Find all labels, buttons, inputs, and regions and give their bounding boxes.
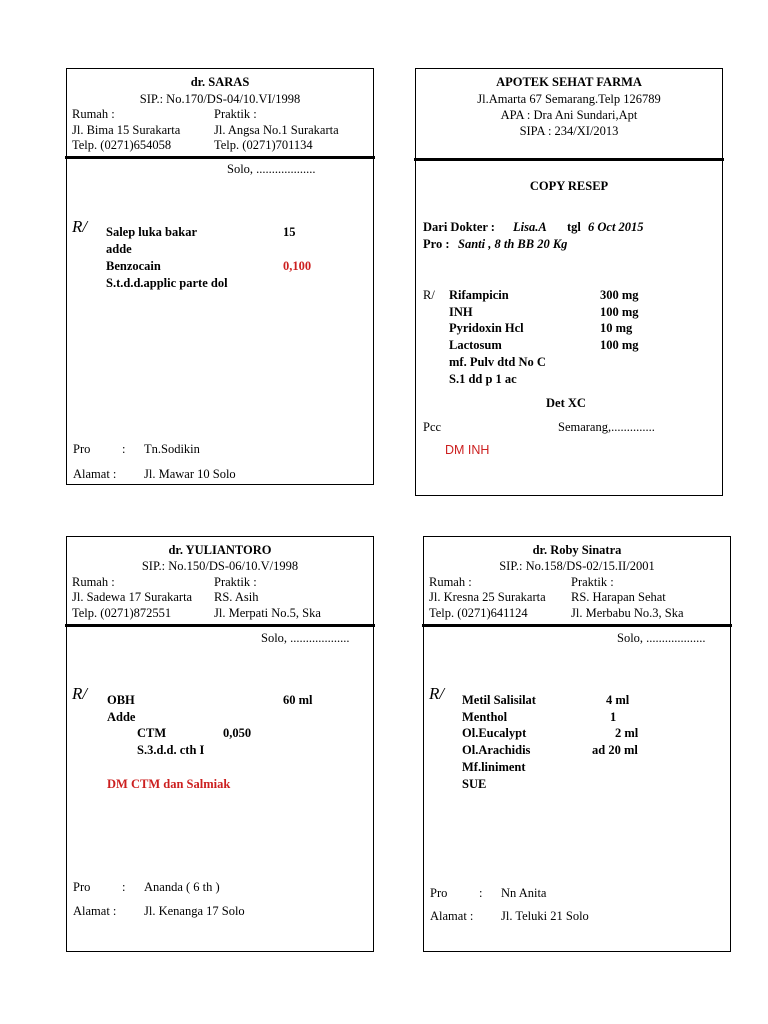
medication-dose: 100 mg — [600, 338, 639, 352]
medication-line: Salep luka bakar — [106, 225, 198, 239]
pro-label: Pro — [73, 880, 91, 894]
signa-line: S.1 dd p 1 ac — [449, 372, 517, 386]
signa-line: S.t.d.d.applic parte dol — [106, 276, 228, 290]
praktik-address: RS. Harapan Sehat — [571, 590, 666, 604]
compounding-instruction: Mf.liniment — [462, 760, 526, 774]
rumah-address: Jl. Kresna 25 Surakarta — [429, 590, 546, 604]
tgl-label: tgl — [567, 220, 581, 234]
rumah-address: Jl. Bima 15 Surakarta — [72, 123, 181, 137]
city-date: Semarang,.............. — [558, 420, 655, 434]
rumah-address: Jl. Sadewa 17 Surakarta — [72, 590, 193, 604]
patient-name: Ananda ( 6 th ) — [144, 880, 220, 894]
doctor-name: dr. Roby Sinatra — [532, 543, 622, 557]
red-note: DM INH — [445, 443, 490, 457]
sip-number: SIP.: No.158/DS-02/15.II/2001 — [499, 559, 655, 573]
city-date: Solo, ................... — [227, 162, 316, 176]
medication-name: Ol.Eucalypt — [462, 726, 527, 740]
pro-colon: : — [122, 880, 126, 894]
alamat-label: Alamat : — [73, 904, 117, 918]
copy-resep-title: COPY RESEP — [529, 179, 609, 193]
prescription-card-saras — [66, 68, 374, 485]
patient-address: Jl. Mawar 10 Solo — [144, 467, 236, 481]
red-note: DM CTM dan Salmiak — [107, 777, 231, 791]
doctor-name: dr. SARAS — [190, 75, 250, 89]
rumah-phone: Telp. (0271)654058 — [72, 138, 172, 152]
medication-quantity: ad 20 ml — [592, 743, 638, 757]
medication-name: Rifampicin — [449, 288, 509, 302]
rx-symbol: R/ — [429, 684, 445, 703]
header-divider — [65, 156, 375, 159]
dari-dokter-label: Dari Dokter : — [423, 220, 495, 234]
patient-address: Jl. Kenanga 17 Solo — [144, 904, 245, 918]
pharmacy-name: APOTEK SEHAT FARMA — [496, 75, 642, 89]
rumah-label: Rumah : — [429, 575, 472, 589]
medication-quantity: 2 ml — [615, 726, 639, 740]
medication-quantity: 15 — [283, 225, 296, 239]
header-divider — [414, 158, 724, 161]
prescription-card-roby — [423, 536, 731, 952]
patient-name: Nn Anita — [501, 886, 547, 900]
praktik-phone: Jl. Merpati No.5, Ska — [214, 606, 321, 620]
pro-label: Pro : — [423, 237, 450, 251]
medication-line: adde — [106, 242, 132, 256]
compounding-instruction: mf. Pulv dtd No C — [449, 355, 546, 369]
medication-name: Ol.Arachidis — [462, 743, 531, 757]
city-date: Solo, ................... — [261, 631, 350, 645]
medication-name: INH — [449, 305, 473, 319]
signa-line: SUE — [462, 777, 487, 791]
det-note: Det XC — [546, 396, 586, 410]
praktik-address: RS. Asih — [214, 590, 259, 604]
rumah-phone: Telp. (0271)872551 — [72, 606, 172, 620]
pharmacy-address: Jl.Amarta 67 Semarang.Telp 126789 — [477, 92, 661, 106]
praktik-phone: Telp. (0271)701134 — [214, 138, 313, 152]
pro-colon: : — [122, 442, 126, 456]
alamat-label: Alamat : — [430, 909, 474, 923]
city-date: Solo, ................... — [617, 631, 706, 645]
pro-colon: : — [479, 886, 483, 900]
medication-quantity: 60 ml — [283, 693, 313, 707]
rx-symbol: R/ — [72, 217, 88, 236]
rumah-label: Rumah : — [72, 575, 115, 589]
medication-dose: 100 mg — [600, 305, 639, 319]
praktik-address: Jl. Angsa No.1 Surakarta — [214, 123, 339, 137]
praktik-label: Praktik : — [571, 575, 614, 589]
pcc-label: Pcc — [423, 420, 442, 434]
rx-symbol: R/ — [72, 684, 88, 703]
medication-quantity: 1 — [610, 710, 617, 724]
prescription-card-yuliantoro — [66, 536, 374, 952]
rx-symbol: R/ — [423, 288, 435, 302]
medication-quantity: 4 ml — [606, 693, 630, 707]
medication-quantity: 0,100 — [283, 259, 312, 273]
praktik-label: Praktik : — [214, 575, 257, 589]
doctor-name: Lisa.A — [513, 220, 547, 234]
medication-name: Pyridoxin Hcl — [449, 321, 524, 335]
patient-name: Tn.Sodikin — [144, 442, 200, 456]
alamat-label: Alamat : — [73, 467, 117, 481]
header-divider — [65, 624, 375, 627]
medication-dose: 10 mg — [600, 321, 633, 335]
praktik-phone: Jl. Merbabu No.3, Ska — [571, 606, 684, 620]
medication-name: CTM — [137, 726, 167, 740]
header-divider — [422, 624, 732, 627]
prescription-date: 6 Oct 2015 — [588, 220, 644, 234]
patient-address: Jl. Teluki 21 Solo — [501, 909, 589, 923]
medication-line: Benzocain — [106, 259, 161, 273]
medication-name: Lactosum — [449, 338, 502, 352]
pro-label: Pro — [430, 886, 448, 900]
pro-label: Pro — [73, 442, 91, 456]
rumah-phone: Telp. (0271)641124 — [429, 606, 528, 620]
praktik-label: Praktik : — [214, 107, 257, 121]
patient-info: Santi , 8 th BB 20 Kg — [458, 237, 568, 251]
doctor-name: dr. YULIANTORO — [168, 543, 272, 557]
medication-name: Metil Salisilat — [462, 693, 536, 707]
rumah-label: Rumah : — [72, 107, 115, 121]
sip-number: SIP.: No.170/DS-04/10.VI/1998 — [139, 92, 301, 106]
sipa-number: SIPA : 234/XI/2013 — [519, 124, 619, 138]
medication-name: Menthol — [462, 710, 508, 724]
adde-line: Adde — [107, 710, 136, 724]
medication-quantity: 0,050 — [223, 726, 252, 740]
medication-dose: 300 mg — [600, 288, 639, 302]
copy-resep-card — [415, 68, 723, 496]
sip-number: SIP.: No.150/DS-06/10.V/1998 — [141, 559, 299, 573]
pharmacist: APA : Dra Ani Sundari,Apt — [500, 108, 638, 122]
signa-line: S.3.d.d. cth I — [137, 743, 205, 757]
medication-name: OBH — [107, 693, 135, 707]
